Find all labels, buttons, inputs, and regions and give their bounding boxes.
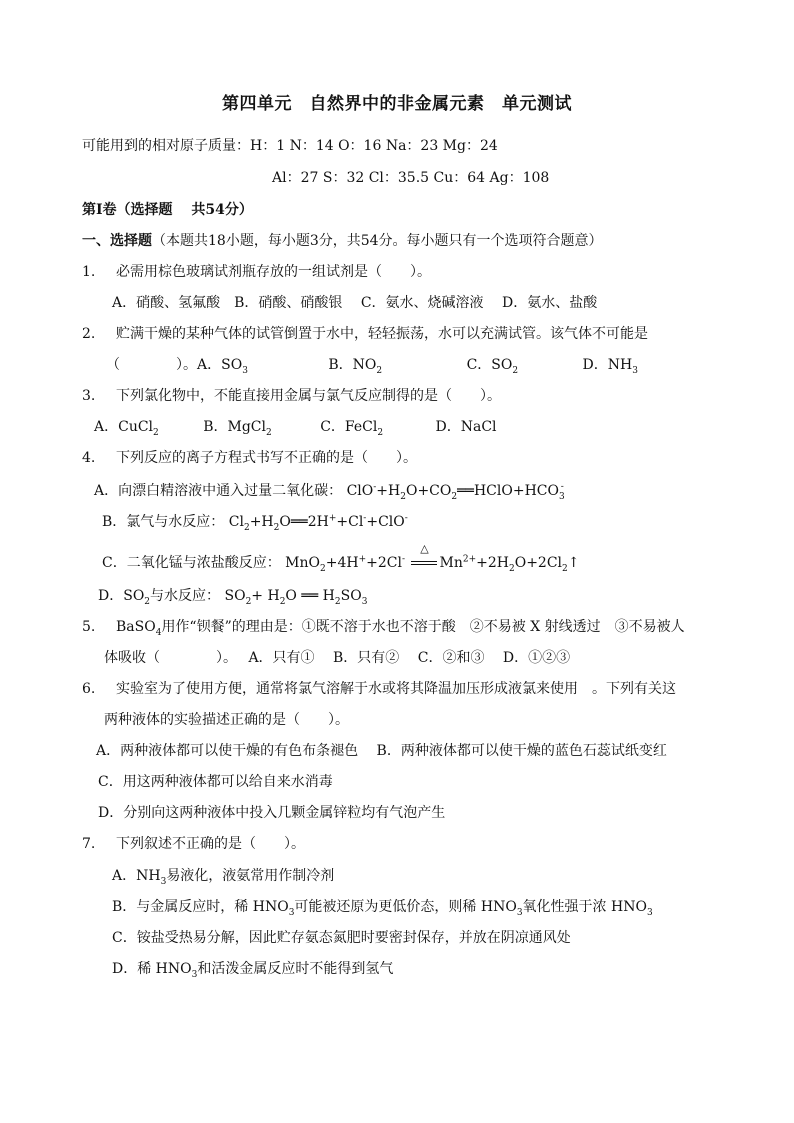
subscript: 2 xyxy=(266,427,272,438)
option-c-text: C．二氧化锰与浓盐酸反应： xyxy=(102,555,281,571)
question-4 xyxy=(82,448,417,468)
question-7-option-b xyxy=(112,897,653,917)
question-6-option-d: D．分别向这两种液体中投入几颗金属锌粒均有气泡产生 xyxy=(98,805,446,821)
question-3-options xyxy=(94,417,497,437)
question-number: 1. xyxy=(82,264,96,280)
option-a-text: A．向漂白精溶液中通入过量二氧化碳： xyxy=(94,483,343,499)
option-b: B．NO xyxy=(328,357,377,373)
question-number: 6. xyxy=(82,681,96,697)
question-6-stem-line-2: 两种液体的实验描述正确的是（ ）。 xyxy=(104,712,349,728)
option-d-text-2: 和活泼金属反应时不能得到氢气 xyxy=(197,961,394,977)
question-2 xyxy=(82,324,648,344)
question-3 xyxy=(82,386,501,406)
option-c: C．FeCl xyxy=(320,419,378,435)
subscript: 3 xyxy=(288,907,295,918)
question-number: 7. xyxy=(82,836,96,852)
question-6-option-c: C．用这两种液体都可以给自来水消毒 xyxy=(98,774,333,790)
option-a: A．SO xyxy=(197,357,243,373)
option-d-text: D．稀 HNO xyxy=(112,961,192,977)
equation-c: MnO$_2$+4H++2Cl- △ $Mn^{2+}+2H_2O+2Cl_2↑$ xyxy=(285,555,579,571)
question-stem: 下列叙述不正确的是（ ）。 xyxy=(116,836,305,852)
subscript: 4 xyxy=(155,627,162,638)
option-c: C．SO xyxy=(466,357,513,373)
option-d-text-2: 与水反应： xyxy=(150,588,221,604)
question-6-options-ab: A．两种液体都可以使干燥的有色布条褪色 B．两种液体都可以使干燥的蓝色石蕊试纸变红 xyxy=(96,743,667,759)
subscript: 2 xyxy=(153,427,159,438)
question-number: 3. xyxy=(82,388,96,404)
question-4-option-b xyxy=(102,512,408,532)
question-stem: 下列氯化物中，不能直接用金属与氯气反应制得的是（ ）。 xyxy=(116,388,501,404)
question-5-options: 体吸收（ ）。 A．只有① B．只有② C．②和③ D．①②③ xyxy=(104,650,571,666)
answer-paren: （ ）。 xyxy=(106,357,197,373)
equation-d: $SO_2+ H_2O$ ══ $H_2SO_3$ xyxy=(224,588,368,607)
question-7-option-a xyxy=(112,866,334,886)
question-stem: 贮满干燥的某种气体的试管倒置于水中，轻轻振荡，水可以充满试管。该气体不可能是 xyxy=(116,326,648,342)
option-b-text: B．与金属反应时，稀 HNO xyxy=(112,899,289,915)
option-b: B．MgCl xyxy=(203,419,266,435)
question-stem-formula: BaSO xyxy=(116,619,156,635)
part-description: （本题共18小题，每小题3分，共54分。每小题只有一个选项符合题意） xyxy=(152,233,603,249)
question-2-options xyxy=(106,355,638,375)
page-title: 第四单元 自然界中的非金属元素 单元测试 xyxy=(222,94,572,114)
equation-a: $ClO^-+H_2O+CO_2══HClO+HCO_3^-$ xyxy=(346,482,565,502)
question-4-option-a xyxy=(94,481,568,501)
question-4-option-d: D．$SO_2$与水反应： $SO_2+ H_2O$ ══ $H_2SO_3$ xyxy=(98,588,368,607)
subscript: 3 xyxy=(646,907,653,918)
option-d: D．NH xyxy=(582,357,633,373)
atomic-mass-line-1: 可能用到的相对原子质量：H：1 N：14 O：16 Na：23 Mg：24 xyxy=(82,138,498,154)
subscript: 3 xyxy=(160,876,167,887)
question-stem: 必需用棕色玻璃试剂瓶存放的一组试剂是（ ）。 xyxy=(116,264,431,280)
option-b-text-2: 可能被还原为更低价态，则稀 HNO xyxy=(294,899,517,915)
question-6 xyxy=(82,679,676,699)
question-1 xyxy=(82,262,431,282)
subscript: 3 xyxy=(632,365,638,376)
question-7-option-d xyxy=(112,959,393,979)
question-5 xyxy=(82,617,685,637)
question-number: 5. xyxy=(82,619,96,635)
heat-equals-sign xyxy=(409,542,439,573)
option-a-text-2: 易液化，液氨常用作制冷剂 xyxy=(166,868,335,884)
subscript: 2 xyxy=(377,427,384,438)
subscript: 2 xyxy=(376,365,383,376)
section-header: 第Ⅰ卷（选择题 共54分） xyxy=(82,202,253,218)
question-stem: 下列反应的离子方程式书写不正确的是（ ）。 xyxy=(116,450,417,466)
equation-b: $Cl_2+H_2O══2H^++Cl^-+ClO^-$ xyxy=(228,513,408,533)
part-label: 一、选择题 xyxy=(82,233,152,249)
subscript: 2 xyxy=(512,365,519,376)
question-stem: 实验室为了使用方便，通常将氯气溶解于水或将其降温加压形成液氯来使用 。下列有关这 xyxy=(116,681,676,697)
subscript: 3 xyxy=(516,907,523,918)
subscript: 3 xyxy=(242,365,248,376)
option-b-text: B．氯气与水反应： xyxy=(102,514,225,530)
atomic-mass-line-2: Al：27 S：32 Cl：35.5 Cu：64 Ag：108 xyxy=(272,170,550,186)
delta-symbol: △ xyxy=(420,542,429,555)
option-d: D．NaCl xyxy=(435,419,497,435)
part-heading xyxy=(82,231,603,251)
option-d-text: D．SO xyxy=(98,588,145,604)
option-a-text: A．NH xyxy=(112,868,161,884)
option-a: A．CuCl xyxy=(94,419,154,435)
question-1-options: A．硝酸、氢氟酸 B．硝酸、硝酸银 C．氨水、烧碱溶液 D．氨水、盐酸 xyxy=(112,295,598,311)
question-7-option-c: C．铵盐受热易分解，因此贮存氨态氮肥时要密封保存，并放在阴凉通风处 xyxy=(112,930,571,946)
option-b-text-3: 氧化性强于浓 HNO xyxy=(522,899,647,915)
question-number: 4. xyxy=(82,450,96,466)
question-stem: 用作“钡餐”的理由是：①既不溶于水也不溶于酸 ②不易被 X 射线透过 ③不易被人 xyxy=(161,619,685,635)
question-4-option-c xyxy=(102,542,580,574)
question-number: 2. xyxy=(82,326,96,342)
question-7 xyxy=(82,834,305,854)
subscript: 3 xyxy=(191,969,198,980)
